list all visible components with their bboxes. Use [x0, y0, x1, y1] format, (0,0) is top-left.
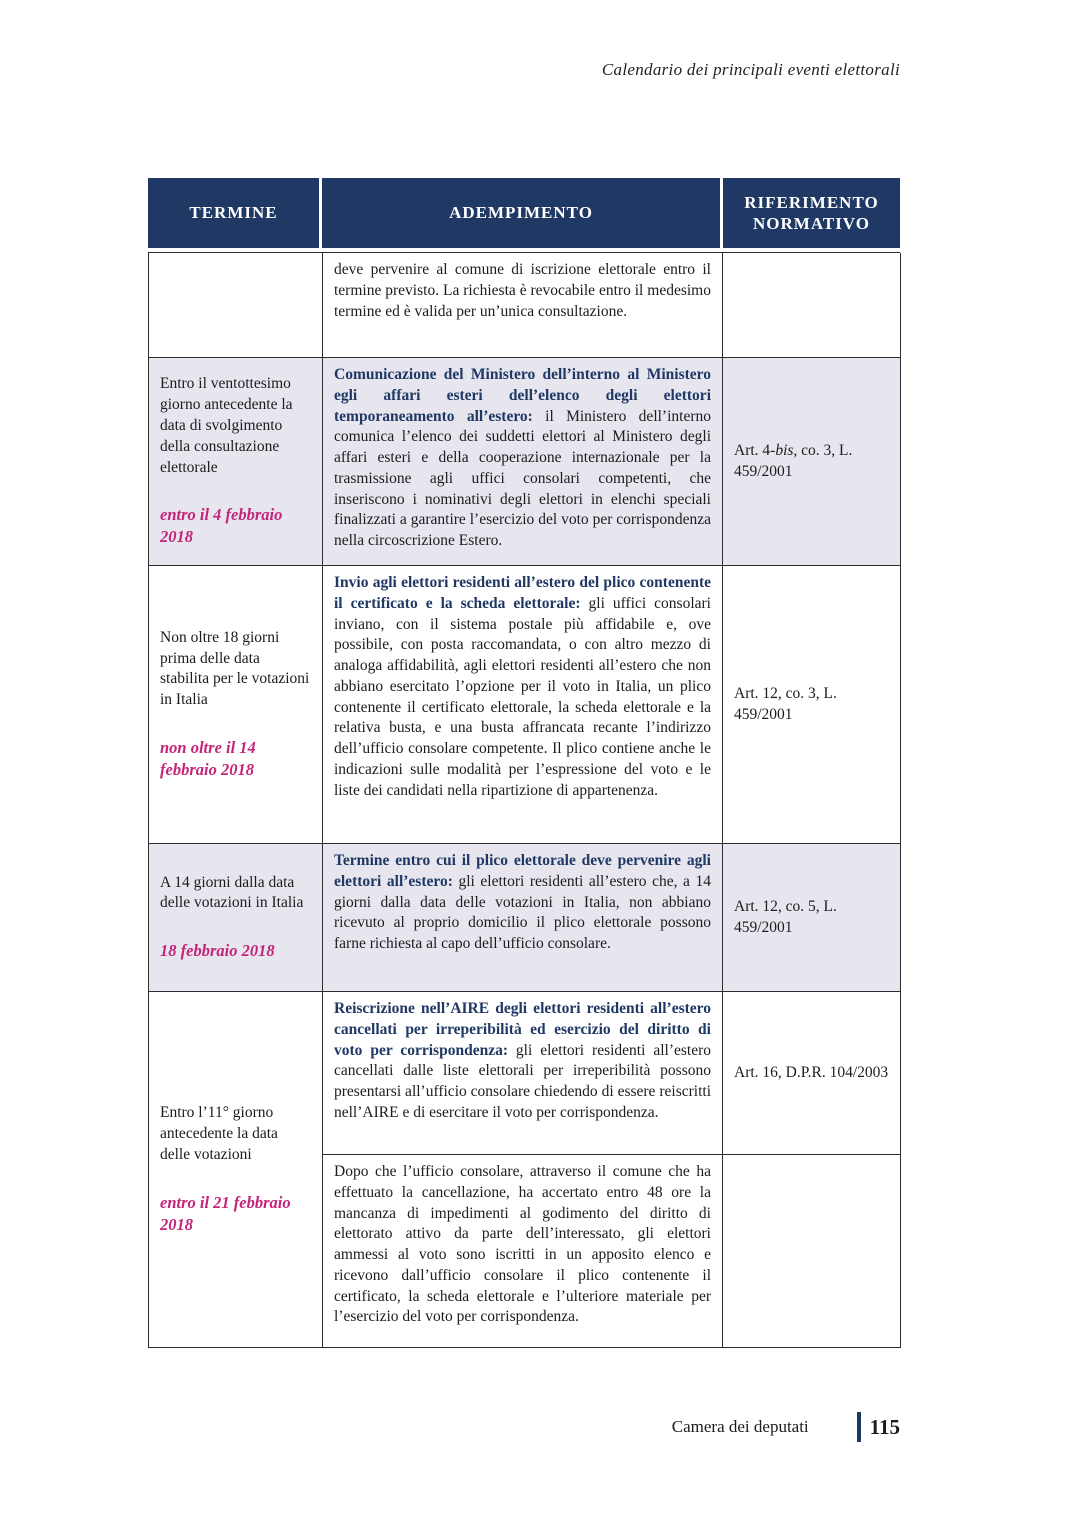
- riferimento-cell: [723, 992, 901, 1155]
- adempimento-lead: Comunicazione del Ministero dell’interno al Ministero egli affari esteri dell’elenco degli elettori temporaneamento all’estero:: [334, 366, 711, 425]
- adempimento-cell: [323, 358, 723, 566]
- adempimento-cell: [323, 1155, 723, 1348]
- riferimento-cell: [723, 358, 901, 566]
- termine-deadline-date: 18 febbraio 2018: [160, 941, 275, 961]
- termine-deadline-date: entro il 4 febbraio 2018: [160, 505, 283, 547]
- termine-cell: [149, 358, 323, 566]
- column-header-riferimento-normativo: RIFERIMENTO NORMATIVO: [723, 178, 900, 248]
- adempimento-text: deve pervenire al comune di iscrizione elettorale entro il termine previsto. La richiesta è revocabile entro il medesimo termine ed è valida per un’unica consultazione.: [334, 261, 711, 320]
- riferimento-text: Art. 12, co. 5, L. 459/2001: [734, 897, 837, 936]
- riferimento-text: Art. 12, co. 3, L. 459/2001: [734, 684, 837, 723]
- column-header-adempimento: ADEMPIMENTO: [322, 178, 720, 248]
- adempimento-text: gli elettori residenti all’estero cancellati dalle liste elettorali per irreperibilità possono presentarsi all’ufficio consolare chiedendo di essere reiscritti nell’AIRE e di esercitare il voto per corrispondenza.: [334, 1041, 711, 1121]
- publisher-name: Camera dei deputati: [671, 1417, 809, 1436]
- riferimento-cell: [723, 844, 901, 992]
- adempimento-lead: Invio agli elettori residenti all’estero del plico contenente il certificato e la scheda elettorale:: [334, 574, 711, 612]
- termine-cell: [149, 844, 323, 992]
- riferimento-cell: [723, 566, 901, 844]
- adempimento-cell: [323, 844, 723, 992]
- adempimento-cell: [323, 566, 723, 844]
- electoral-calendar-table: [148, 178, 900, 1348]
- termine-text: Entro il ventottesimo giorno antecedente la data di svolgimento della consultazione elettorale: [160, 375, 293, 476]
- riferimento-italic: bis: [775, 441, 794, 459]
- riferimento-text-post: , co. 3, L. 459/2001: [734, 441, 853, 480]
- riferimento-text: Art. 16, D.P.R. 104/2003: [734, 1063, 889, 1081]
- adempimento-text: Dopo che l’ufficio consolare, attraverso il comune che ha effettuato la cancellazione, ha accertato entro 48 ore la mancanza di impedimenti al godimento del diritto di elettorato attivo da parte dell’interessato, gli elettori ammessi al voto sono iscritti in un apposito elenco e ricevono dall’ufficio consolare il plico contenente il certificato, la scheda elettorale e l’ulteriore materiale per l’esercizio del voto per corrispondenza.: [334, 1163, 711, 1326]
- adempimento-lead: Reiscrizione nell’AIRE degli elettori residenti all’estero cancellati per irreperibilità ed esercizio del diritto di voto per corrispondenza:: [334, 1000, 711, 1059]
- running-header: [0, 60, 900, 80]
- termine-deadline-date: non oltre il 14 febbraio 2018: [160, 737, 256, 780]
- adempimento-cell: [323, 253, 723, 358]
- page-number: 115: [869, 1414, 900, 1439]
- footer-divider-bar: [857, 1412, 861, 1442]
- table-header-row: [148, 178, 900, 248]
- riferimento-cell: [723, 253, 901, 358]
- termine-text: A 14 giorni dalla data delle votazioni in Italia: [160, 873, 304, 912]
- page-footer: [0, 1412, 900, 1442]
- termine-cell: [149, 992, 323, 1348]
- adempimento-cell: [323, 992, 723, 1155]
- termine-text: Non oltre 18 giorni prima delle data stabilita per le votazioni in Italia: [160, 628, 310, 709]
- running-header-title: Calendario dei principali eventi elettorali: [601, 60, 900, 79]
- adempimento-text: il Ministero dell’interno comunica l’elenco dei suddetti elettori al Ministero degli affari esteri e della cooperazione internazionale per la trasmissione agli uffici consolari competenti, che inseriscono i nominativi degli elettori in elenchi speciali finalizzati a garantire l’esercizio del voto per corrispondenza nella circoscrizione Estero.: [334, 407, 711, 550]
- termine-cell: [149, 253, 323, 358]
- riferimento-cell: [723, 1155, 901, 1348]
- adempimento-text: gli elettori residenti all’estero che, a 14 giorni dalla data delle votazioni in Italia, non abbiano ricevuto al proprio domicilio il plico elettorale possono farne richiesta al capo dell’ufficio consolare.: [334, 872, 711, 953]
- riferimento-text: Art. 4-: [734, 441, 776, 459]
- termine-cell: [149, 566, 323, 844]
- table-body: [148, 252, 900, 1348]
- termine-deadline-date: entro il 21 febbraio 2018: [160, 1192, 291, 1234]
- adempimento-text: gli uffici consolari inviano, con il sistema postale più affidabile e, ove possibile, con posta raccomandata, o con altro mezzo di analoga affidabilità, agli elettori residenti all’estero che non abbiano esercitato l’opzione per il voto in Italia, un plico contenente il certificato elettorale, la scheda elettorale e la relativa busta, e una busta affrancata recante l’indirizzo dell’ufficio consolare competente. Il plico contiene anche le indicazioni sulle modalità per l’espressione del voto e le liste dei candidati nella ripartizione di appartenenza.: [334, 594, 711, 799]
- adempimento-lead: Termine entro cui il plico elettorale deve pervenire agli elettori all’estero:: [334, 852, 711, 890]
- termine-text: Entro l’11° giorno antecedente la data delle votazioni: [160, 1104, 278, 1163]
- column-header-termine: TERMINE: [148, 178, 319, 248]
